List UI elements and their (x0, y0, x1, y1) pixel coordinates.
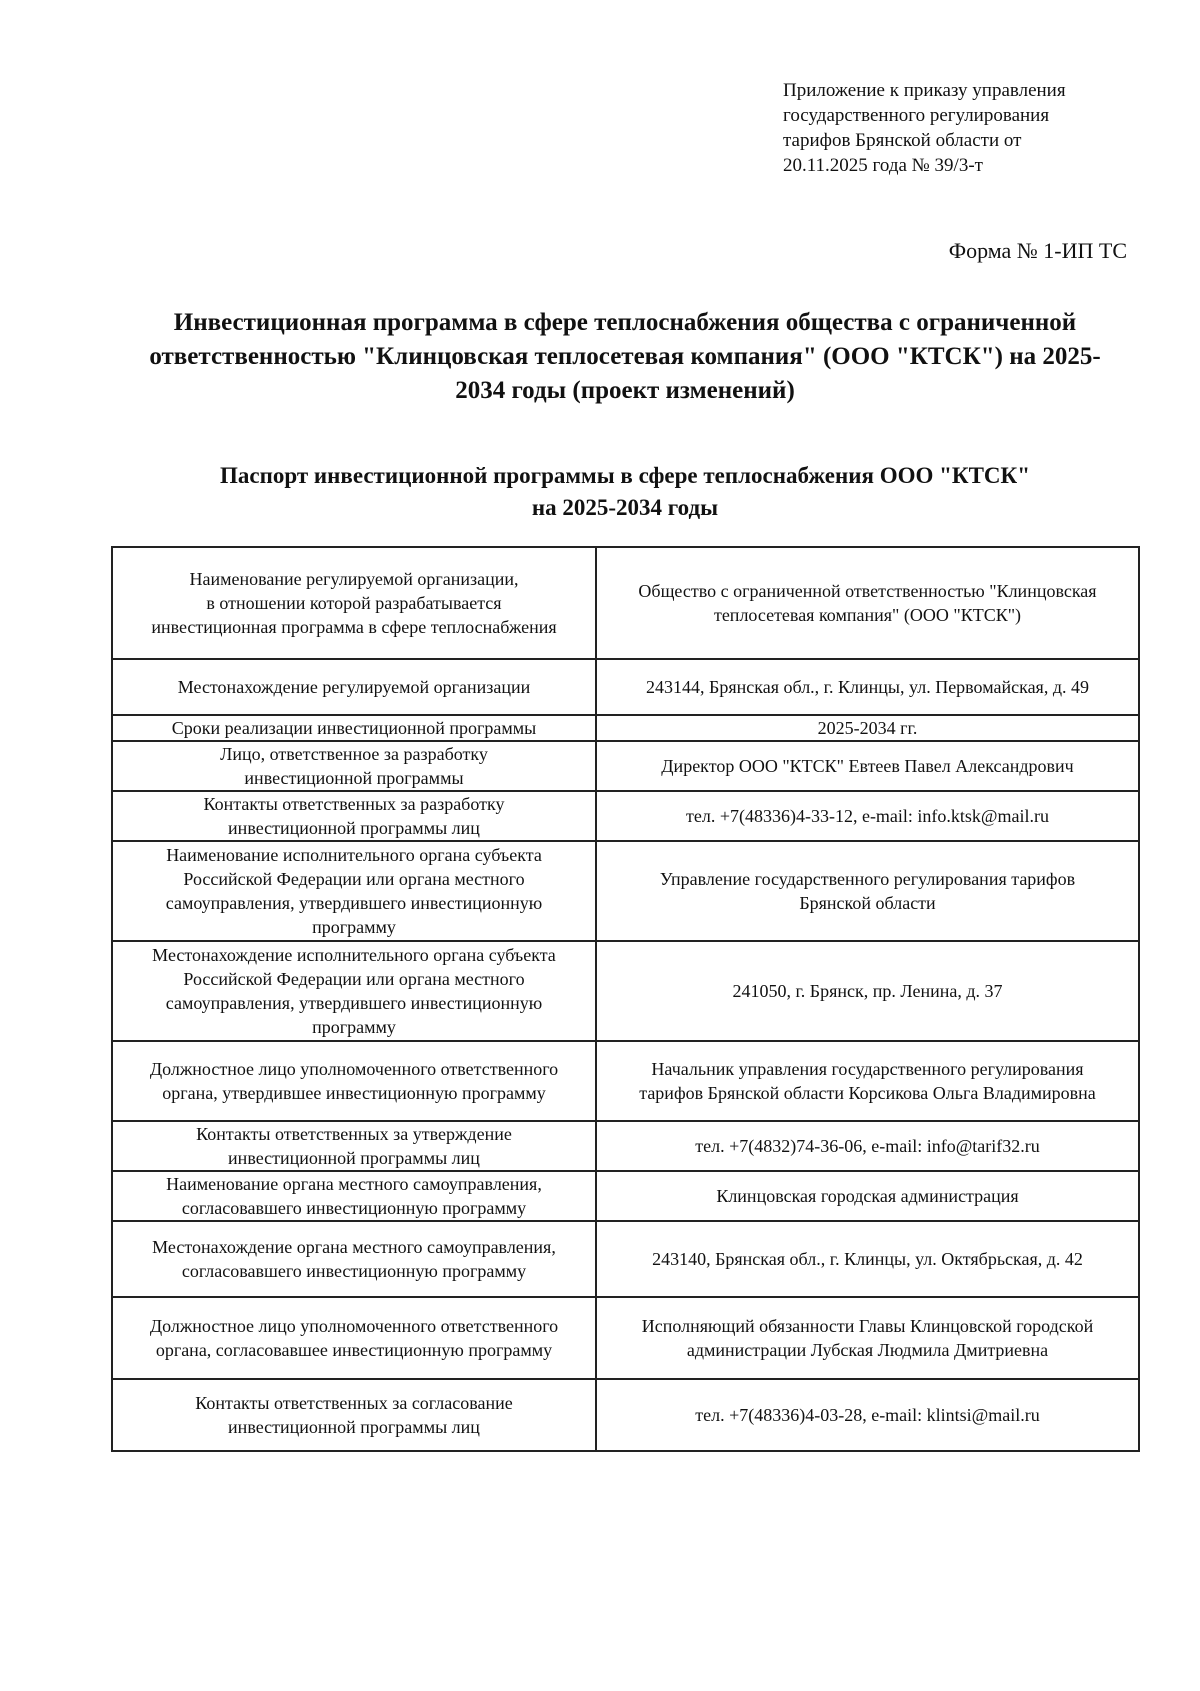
table-row (112, 715, 1139, 741)
value-line: Клинцовская городская администрация (716, 1186, 1019, 1206)
value-line: Управление государственного регулирования тарифов (659, 869, 1076, 889)
appendix-line: тарифов Брянской области от (783, 130, 1022, 151)
label-line: инвестиционной программы (244, 768, 464, 788)
table-row (112, 1041, 1139, 1121)
title-line: Инвестиционная программа в сфере теплоснабжения общества с ограниченной (173, 309, 1077, 336)
value-line: тарифов Брянской области Корсикова Ольга Владимировна (639, 1083, 1096, 1103)
row-label (112, 547, 596, 659)
label-line: инвестиционной программы лиц (228, 818, 480, 838)
label-line: согласовавшего инвестиционную программу (181, 1198, 527, 1218)
row-label (112, 1379, 596, 1451)
label-line: Российской Федерации или органа местного (183, 969, 525, 989)
table-row (112, 1171, 1139, 1221)
label-line: Лицо, ответственное за разработку (220, 744, 488, 764)
document-title (110, 306, 1140, 408)
table-row (112, 1297, 1139, 1379)
value-line: тел. +7(4832)74-36-06, e-mail: info@tarif32.ru (695, 1136, 1040, 1156)
table-row (112, 547, 1139, 659)
row-label (112, 659, 596, 715)
label-line: Контакты ответственных за утверждение (196, 1124, 512, 1144)
row-value (596, 741, 1139, 791)
label-line: Контакты ответственных за согласование (195, 1393, 513, 1413)
row-label (112, 1171, 596, 1221)
row-label (112, 741, 596, 791)
value-line: Начальник управления государственного регулирования (651, 1059, 1084, 1079)
table-row (112, 841, 1139, 941)
table-row (112, 941, 1139, 1041)
row-value (596, 715, 1139, 741)
label-line: органа, утвердившее инвестиционную программу (162, 1083, 546, 1103)
table-row (112, 1379, 1139, 1451)
row-label (112, 1221, 596, 1297)
label-line: самоуправления, утвердившего инвестиционную (165, 993, 543, 1013)
value-line: 243140, Брянская обл., г. Клинцы, ул. Октябрьская, д. 42 (652, 1249, 1083, 1269)
title-line: 2034 годы (проект изменений) (455, 377, 795, 404)
row-label (112, 1297, 596, 1379)
table-row (112, 659, 1139, 715)
table-row (112, 741, 1139, 791)
label-line: Местонахождение органа местного самоуправления, (152, 1237, 556, 1257)
passport-heading (110, 460, 1140, 524)
row-value (596, 659, 1139, 715)
row-label (112, 791, 596, 841)
row-label (112, 715, 596, 741)
label-line: Контакты ответственных за разработку (203, 794, 505, 814)
value-line: 243144, Брянская обл., г. Клинцы, ул. Первомайская, д. 49 (646, 677, 1089, 697)
table-row (112, 1221, 1139, 1297)
row-value (596, 1379, 1139, 1451)
row-value (596, 1297, 1139, 1379)
row-label (112, 1121, 596, 1171)
subtitle-line: Паспорт инвестиционной программы в сфере теплоснабжения ООО "КТСК" (220, 463, 1030, 488)
label-line: программу (312, 1017, 396, 1037)
value-line: 241050, г. Брянск, пр. Ленина, д. 37 (732, 981, 1003, 1001)
label-line: инвестиционной программы лиц (228, 1148, 480, 1168)
row-value (596, 1171, 1139, 1221)
appendix-note (783, 78, 1163, 178)
appendix-line: государственного регулирования (783, 105, 1050, 126)
value-line: администрации Лубская Людмила Дмитриевна (686, 1340, 1049, 1360)
label-line: Местонахождение регулируемой организации (177, 677, 531, 697)
label-line: инвестиционной программы лиц (228, 1417, 480, 1437)
table-row (112, 791, 1139, 841)
value-line: тел. +7(48336)4-33-12, e-mail: info.ktsk@mail.ru (685, 806, 1049, 826)
label-line: Сроки реализации инвестиционной программы (171, 718, 537, 738)
label-line: Российской Федерации или органа местного (183, 869, 525, 889)
row-label (112, 841, 596, 941)
form-number: Форма № 1-ИП ТС (948, 238, 1127, 263)
label-line: инвестиционная программа в сфере теплоснабжения (151, 617, 557, 637)
row-value (596, 791, 1139, 841)
label-line: Наименование регулируемой организации, (189, 569, 519, 589)
row-label (112, 1041, 596, 1121)
label-line: самоуправления, утвердившего инвестиционную (165, 893, 543, 913)
label-line: Местонахождение исполнительного органа субъекта (152, 945, 556, 965)
row-value (596, 941, 1139, 1041)
value-line: Директор ООО "КТСК" Евтеев Павел Александрович (661, 756, 1074, 776)
table-row (112, 1121, 1139, 1171)
appendix-line: Приложение к приказу управления (783, 80, 1066, 101)
row-value (596, 547, 1139, 659)
value-line: 2025-2034 гг. (817, 718, 918, 738)
label-line: органа, согласовавшее инвестиционную программу (155, 1340, 553, 1360)
value-line: теплосетевая компания" (ООО "КТСК") (713, 605, 1022, 625)
row-value (596, 841, 1139, 941)
value-line: Исполняющий обязанности Главы Клинцовской городской (641, 1316, 1094, 1336)
row-value (596, 1041, 1139, 1121)
row-value (596, 1121, 1139, 1171)
label-line: согласовавшего инвестиционную программу (181, 1261, 527, 1281)
label-line: Должностное лицо уполномоченного ответственного (149, 1316, 559, 1336)
subtitle-line: на 2025-2034 годы (531, 495, 719, 520)
label-line: Должностное лицо уполномоченного ответственного (149, 1059, 559, 1079)
label-line: Наименование органа местного самоуправления, (166, 1174, 542, 1194)
label-line: в отношении которой разрабатывается (206, 593, 502, 613)
passport-table (111, 546, 1140, 1452)
value-line: Брянской области (799, 893, 936, 913)
row-label (112, 941, 596, 1041)
title-line: ответственностью "Клинцовская теплосетевая компания" (ООО "КТСК") на 2025- (149, 343, 1101, 370)
value-line: тел. +7(48336)4-03-28, e-mail: klintsi@mail.ru (695, 1405, 1040, 1425)
appendix-line: 20.11.2025 года № 39/3-т (783, 155, 983, 176)
label-line: программу (312, 917, 396, 937)
label-line: Наименование исполнительного органа субъекта (166, 845, 542, 865)
row-value (596, 1221, 1139, 1297)
value-line: Общество с ограниченной ответственностью "Клинцовская (638, 581, 1097, 601)
